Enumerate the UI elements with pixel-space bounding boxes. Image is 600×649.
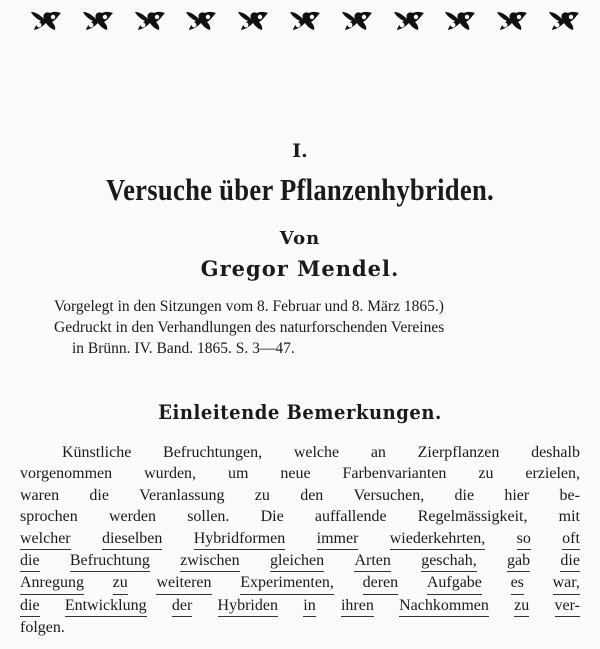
paragraph-word: vorgenommen [20,465,113,483]
paragraph-word: an [370,444,386,461]
paragraph-word: es [511,572,524,594]
paragraph-word: Hybriden [218,595,278,617]
paragraph-word: ver- [555,595,580,617]
paragraph-word: die [454,486,475,504]
article-title: Versuche über Pflanzenhybriden. [106,172,494,207]
winged-ornament-icon [496,10,528,32]
winged-ornament-icon [444,10,476,32]
paragraph-word: welche [293,444,340,461]
paragraph-word: Nachkommen [399,595,489,617]
paragraph-word: die [20,550,40,572]
winged-ornament-icon [548,10,580,32]
paragraph-word: Veranlassung [139,486,225,504]
winged-ornament-icon [185,10,217,32]
paragraph-line [20,485,580,506]
paragraph-word: Experimenten, [240,572,334,594]
paragraph-line [20,506,580,527]
paragraph-word: gab [507,550,530,572]
paragraph-word: welcher [20,528,71,550]
paragraph-word: zu [514,595,529,617]
paragraph-line [20,595,580,617]
publication-line: Gedruckt in den Verhandlungen des naturforschenden Vereines [54,319,445,336]
paragraph-word: Entwicklung [65,595,147,617]
publication-line: Vorgelegt in den Sitzungen vom 8. Februar und 8. März 1865.) [54,298,444,315]
paragraph-word: der [172,595,192,617]
paragraph-word: erzielen, [525,465,580,483]
paragraph-line [20,572,580,594]
paragraph-line [20,550,580,572]
paragraph-word: Farbenvarianten [342,465,447,483]
winged-ornament-icon [341,10,373,32]
paragraph-word: deshalb [531,444,580,461]
paragraph-word: deren [363,572,399,594]
winged-ornament-icon [393,10,425,32]
paragraph-word: zu [113,572,128,594]
paragraph-line [20,617,580,638]
paragraph-word: die [89,486,109,504]
body-paragraph [20,442,580,639]
winged-ornament-icon [82,10,114,32]
paragraph-word: Regelmässigkeit, [417,508,528,526]
paragraph-word: Aufgabe [427,572,482,594]
paragraph-word: zu [254,486,270,504]
paragraph-word: so [517,528,531,550]
paragraph-word: um [227,465,249,483]
paragraph-word: wurden, [144,465,197,483]
publication-line: in Brünn. IV. Band. 1865. S. 3—47. [72,340,295,357]
paragraph-line [20,442,580,463]
paragraph-word: geschah, [421,550,477,572]
paragraph-word: immer [317,528,359,550]
publication-info [54,296,594,359]
paragraph-word: wiederkehrten, [390,528,486,550]
paragraph-word: zu [478,465,494,483]
paragraph-word: sollen. [187,508,230,526]
paragraph-word: Hybridformen [194,528,286,550]
byline-prefix: Von [279,228,321,249]
paragraph-line [20,463,580,484]
chapter-number: I. [292,140,308,162]
paragraph-word: werden [108,508,157,526]
paragraph-word: Arten [354,550,390,572]
winged-ornament-icon [237,10,269,32]
paragraph-word: zwischen [180,550,240,572]
paragraph-word: folgen. [20,619,65,637]
paragraph-word: in [303,595,315,617]
winged-ornament-icon [134,10,166,32]
winged-ornament-icon [30,10,62,32]
paragraph-word: Befruchtung [70,550,150,572]
paragraph-word: war, [553,572,580,594]
paragraph-word: den [300,486,324,504]
paragraph-word: be- [559,486,580,504]
paragraph-word: mit [558,508,580,526]
paragraph-word: hier [504,486,530,504]
paragraph-word: Versuchen, [353,486,425,504]
winged-ornament-icon [289,10,321,32]
ornament-border [30,8,580,34]
section-heading: Einleitende Bemerkungen. [158,400,442,424]
author-name: Gregor Mendel. [200,256,400,281]
paragraph-word: Befruchtungen, [163,444,263,461]
paragraph-word: die [560,550,580,572]
paragraph-word: Die [260,508,284,526]
paragraph-word: ihren [341,595,374,617]
paragraph-line [20,528,580,550]
paragraph-word: Künstliche [62,444,132,461]
paragraph-word: weiteren [156,572,211,594]
paragraph-word: sprochen [20,508,78,526]
paragraph-word: dieselben [102,528,162,550]
paragraph-word: auffallende [314,508,387,526]
paragraph-word: waren [20,486,60,504]
paragraph-word: gleichen [270,550,324,572]
paragraph-word: Zierpflanzen [417,444,500,461]
paragraph-word: neue [280,465,311,483]
paragraph-word: oft [562,528,580,550]
paragraph-word: Anregung [20,572,84,594]
paragraph-word: die [20,595,40,617]
